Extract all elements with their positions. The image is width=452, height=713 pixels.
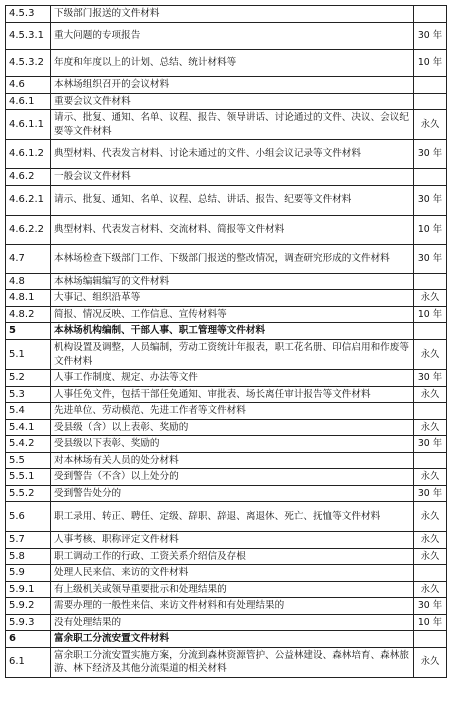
item-description-cell: 简报、情况反映、工作信息、宣传材料等 [51,306,414,323]
retention-period-cell: 永久 [414,340,447,370]
item-description-cell: 先进单位、劳动模范、先进工作者等文件材料 [51,403,414,420]
item-number-cell: 4.8 [6,273,51,290]
table-row [6,581,447,598]
table-row [6,485,447,502]
item-description-cell: 典型材料、代表发言材料、讨论未通过的文件、小组会议记录等文件材料 [51,140,414,169]
table-row [6,169,447,186]
retention-period-cell: 永久 [414,469,447,486]
item-description-cell: 富余职工分流安置文件材料 [51,631,414,648]
item-description-cell: 下级部门报送的文件材料 [51,6,414,23]
table-row [6,340,447,370]
retention-period-cell: 10 年 [414,50,447,77]
retention-period-cell [414,77,447,94]
item-description-cell: 受到警告处分的 [51,485,414,502]
item-description-cell: 处理人民来信、来访的文件材料 [51,565,414,582]
item-description-cell: 重要会议文件材料 [51,93,414,110]
table-row [6,469,447,486]
table-row [6,614,447,631]
table-row [6,23,447,50]
item-description-cell: 本林场编辑编写的文件材料 [51,273,414,290]
retention-period-cell [414,565,447,582]
retention-period-cell: 30 年 [414,370,447,387]
item-number-cell: 4.8.1 [6,290,51,307]
table-row [6,185,447,215]
table-row [6,306,447,323]
item-number-cell: 5.1 [6,340,51,370]
retention-period-cell: 30 年 [414,185,447,215]
table-row [6,93,447,110]
item-number-cell: 4.6 [6,77,51,94]
retention-period-cell: 永久 [414,532,447,549]
table-row [6,273,447,290]
table-row [6,50,447,77]
table-row [6,631,447,648]
item-description-cell: 富余职工分流安置实施方案，分流到森林资源管护、公益林建设、森林培育、森林旅游、林下经济及其他分流渠道的相关材料 [51,647,414,677]
item-number-cell: 6.1 [6,647,51,677]
item-number-cell: 5.9.1 [6,581,51,598]
table-row [6,419,447,436]
retention-period-cell: 永久 [414,386,447,403]
table-row [6,548,447,565]
retention-period-cell: 10 年 [414,306,447,323]
retention-period-cell: 10 年 [414,614,447,631]
item-description-cell: 重大问题的专项报告 [51,23,414,50]
item-description-cell: 职工调动工作的行政、工资关系介绍信及存根 [51,548,414,565]
item-description-cell: 受到警告（不含）以上处分的 [51,469,414,486]
table-row [6,532,447,549]
item-number-cell: 4.7 [6,244,51,273]
retention-period-cell: 永久 [414,548,447,565]
item-description-cell: 有上级机关或领导重要批示和处理结果的 [51,581,414,598]
item-description-cell: 需要办理的一般性来信、来访文件材料和有处理结果的 [51,598,414,615]
item-description-cell: 受县级以下表彰、奖励的 [51,436,414,453]
retention-period-cell: 30 年 [414,23,447,50]
item-number-cell: 5.5.1 [6,469,51,486]
item-description-cell: 典型材料、代表发言材料、交流材料、简报等文件材料 [51,215,414,244]
item-description-cell: 年度和年度以上的计划、总结、统计材料等 [51,50,414,77]
item-number-cell: 4.5.3 [6,6,51,23]
retention-period-cell: 30 年 [414,436,447,453]
item-number-cell: 4.6.2.2 [6,215,51,244]
item-description-cell: 对本林场有关人员的处分材料 [51,452,414,469]
retention-table [5,5,447,678]
table-row [6,647,447,677]
retention-period-cell [414,169,447,186]
item-number-cell: 4.6.2.1 [6,185,51,215]
item-number-cell: 5.7 [6,532,51,549]
table-row [6,436,447,453]
table-row [6,110,447,140]
retention-period-cell [414,273,447,290]
retention-period-cell [414,631,447,648]
retention-period-cell [414,6,447,23]
retention-period-cell: 永久 [414,647,447,677]
table-row [6,244,447,273]
item-number-cell: 4.5.3.2 [6,50,51,77]
item-number-cell: 5.6 [6,502,51,532]
item-number-cell: 5.9.2 [6,598,51,615]
item-number-cell: 4.5.3.1 [6,23,51,50]
item-description-cell: 人事考核、职称评定文件材料 [51,532,414,549]
table-row [6,598,447,615]
retention-period-cell [414,93,447,110]
item-number-cell: 5.9 [6,565,51,582]
item-description-cell: 一般会议文件材料 [51,169,414,186]
item-description-cell: 没有处理结果的 [51,614,414,631]
item-description-cell: 本林场检查下级部门工作、下级部门报送的整改情况，调查研究形成的文件材料 [51,244,414,273]
retention-period-cell: 30 年 [414,140,447,169]
table-row [6,290,447,307]
item-number-cell: 5.2 [6,370,51,387]
item-number-cell: 5.4.2 [6,436,51,453]
table-row [6,323,447,340]
table-row [6,565,447,582]
item-number-cell: 4.6.1 [6,93,51,110]
item-description-cell: 请示、批复、通知、名单、议程、报告、领导讲话、讨论通过的文件、决议、会议纪要等文件材料 [51,110,414,140]
item-description-cell: 本林场机构编制、干部人事、职工管理等文件材料 [51,323,414,340]
item-number-cell: 5.5.2 [6,485,51,502]
retention-period-cell [414,403,447,420]
item-description-cell: 请示、批复、通知、名单、议程、总结、讲话、报告、纪要等文件材料 [51,185,414,215]
item-number-cell: 5 [6,323,51,340]
item-number-cell: 5.3 [6,386,51,403]
retention-period-cell: 30 年 [414,598,447,615]
retention-period-cell: 永久 [414,502,447,532]
item-number-cell: 4.6.1.1 [6,110,51,140]
retention-period-cell [414,452,447,469]
table-row [6,386,447,403]
retention-period-cell: 10 年 [414,215,447,244]
retention-period-cell: 永久 [414,419,447,436]
item-number-cell: 5.5 [6,452,51,469]
item-description-cell: 大事记、组织沿革等 [51,290,414,307]
table-row [6,403,447,420]
item-number-cell: 5.9.3 [6,614,51,631]
item-number-cell: 4.8.2 [6,306,51,323]
retention-schedule [5,5,446,678]
retention-table-body [6,6,447,678]
item-description-cell: 职工录用、转正、聘任、定级、辞职、辞退、离退休、死亡、抚恤等文件材料 [51,502,414,532]
item-description-cell: 人事任免文件，包括干部任免通知、审批表、场长离任审计报告等文件材料 [51,386,414,403]
retention-period-cell [414,323,447,340]
item-description-cell: 机构设置及调整，人员编制，劳动工资统计年报表，职工花名册、印信启用和作废等文件材料 [51,340,414,370]
item-number-cell: 6 [6,631,51,648]
item-number-cell: 4.6.1.2 [6,140,51,169]
item-description-cell: 人事工作制度、规定、办法等文件 [51,370,414,387]
retention-period-cell: 30 年 [414,244,447,273]
item-number-cell: 5.8 [6,548,51,565]
item-number-cell: 5.4 [6,403,51,420]
table-row [6,502,447,532]
table-row [6,452,447,469]
item-number-cell: 5.4.1 [6,419,51,436]
table-row [6,6,447,23]
table-row [6,140,447,169]
item-description-cell: 本林场组织召开的会议材料 [51,77,414,94]
retention-period-cell: 永久 [414,581,447,598]
item-number-cell: 4.6.2 [6,169,51,186]
retention-period-cell: 永久 [414,110,447,140]
table-row [6,215,447,244]
table-row [6,77,447,94]
retention-period-cell: 永久 [414,290,447,307]
item-description-cell: 受县级（含）以上表彰、奖励的 [51,419,414,436]
table-row [6,370,447,387]
retention-period-cell: 30 年 [414,485,447,502]
